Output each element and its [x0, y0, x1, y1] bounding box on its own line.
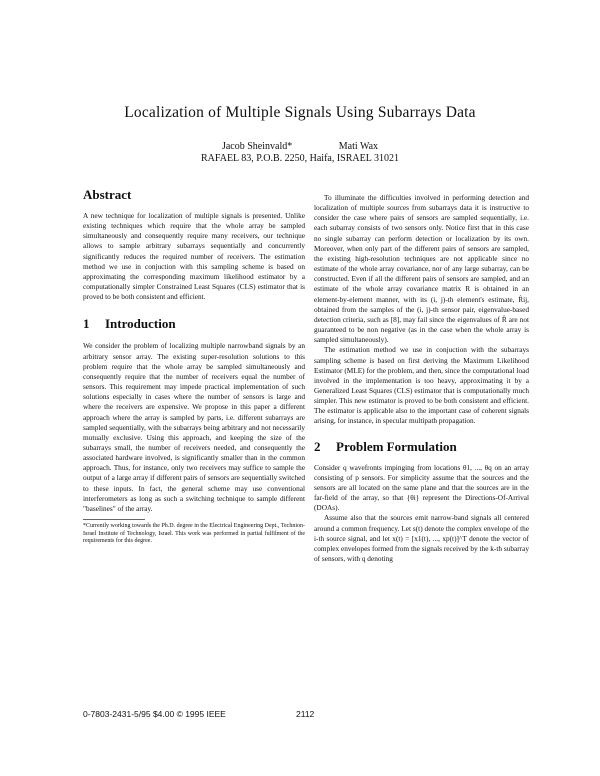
introduction-heading: [83, 316, 305, 332]
right-column: [314, 193, 529, 564]
section-title: Problem Formulation: [336, 438, 457, 454]
author-name: Jacob Sheinvald*: [221, 141, 293, 152]
section-title: Introduction: [105, 316, 176, 332]
section-number: 1: [83, 316, 90, 332]
right-paragraph: To illuminate the difficulties involved in performing detection and localization of multiple sources from subarrays data it is instructive to consider the case where pairs of sensors are sampled sequentially, i.e. each subarray consists of two sensors only. Notice first that in this case no single subarray can perform detection or localization by its own. Moreover, when only part of the different pairs of sensors are sampled, the existing high-resolution techniques are not applicable since no estimate of the whole array covariance, nor of any large subarray, can be constructed. Even if all the different pairs of sensors are sampled, and an estimate of the whole array covariance matrix R is obtained in an element-by-element manner, with its (i, j)-th element's estimate, R̂ij, obtained from the samples of the (i, j)-th sensor pair, eigenvalue-based detection criteria, such as [8], may fail since the eigenvalues of R̂ are not guaranteed to be non negative (as in the case when the whole array is sampled simultaneously).: [314, 193, 529, 345]
problem-heading: [314, 439, 529, 455]
footnote-text: *Currently working towards the Ph.D. degree in the Electrical Engineering Dept., Technion-Israel Institute of Technology, Israel. This work was performed in partial fulfilment of the requirements for this degree.: [83, 523, 305, 545]
author-name: Mati Wax: [338, 141, 379, 152]
copyright-line: 0-7803-2431-5/95 $4.00 © 1995 IEEE: [83, 709, 226, 719]
abstract-heading: Abstract: [83, 187, 132, 202]
introduction-paragraph: We consider the problem of localizing multiple narrowband signals by an arbitrary sensor array. The existing super-resolution solutions to this problem require that the whole array be sampled simultaneously and consequently require that the number of receivers equal the number of sensors. This requirement may impede practical implementation of such solutions especially in cases where the number of sensors is large and where the receivers are expensive. We propose in this paper a different approach where the array is sampled by parts, i.e. different subarrays are sampled sequentially, with the subarrays being arbitrary and not necessarily mutually exclusive. Using this approach, and keeping the size of the subarrays small, the number of receivers needed, and consequently the associated hardware involved, is significantly smaller than in the common approach. Thus, for instance, only two receivers may suffice to sample the output of a large array if different pairs of sensors are sequentially switched to these inputs. In fact, the general scheme may use conventional interferometers as long as such a switching technique to sample different "baselines" of the array.: [83, 341, 305, 513]
footnote-rule: [83, 519, 145, 520]
abstract-text: A new technique for localization of multiple signals is presented. Unlike existing techniques which require that the whole array be sampled simultaneously and consequently require many receivers, our technique allows to sample arbitrary subarrays sequentially and concurrently significantly reduces the required number of receivers. The estimation method we use in conjuction with this sampling scheme is based on approximating the corresponding maximum likelihood estimator by a computationally simpler Constrained Least Squares (CLS) estimator that is proved to be both consistent and efficient.: [83, 211, 305, 302]
problem-paragraph: Assume also that the sources emit narrow-band signals all centered around a common frequency. Let s(t) denote the complex envelope of the i-th source signal, and let x(t) = [x1(t), ..., xp(t)]^T denote the vector of complex envelopes formed from the signals received by the k-th subarray of sensors, with q denoting: [314, 513, 529, 563]
paper-title: Localization of Multiple Signals Using Subarrays Data: [124, 104, 476, 121]
section-number: 2: [314, 438, 321, 454]
right-paragraph: The estimation method we use in conjuction with the subarrays sampling scheme is based on first deriving the Maximum Likelihood Estimator (MLE) for the problem, and then, since the computational load involved in the implementation is too heavy, approximating it by a Generalized Least Squares (CLS) estimator that is computationally much simpler. This new estimator is proved to be both consistent and efficient. The estimator is applicable also to the important case of coherent signals arising, for instance, in specular multipath propagation.: [314, 345, 529, 426]
affiliation: RAFAEL 83, P.O.B. 2250, Haifa, ISRAEL 31021: [201, 153, 399, 164]
author-block: [0, 141, 600, 165]
page-number: 2112: [296, 709, 315, 719]
problem-paragraph: Consider q wavefronts impinging from locations θ1, ..., θq on an array consisting of p sensors. For simplicity assume that the sources and the sensors are all located on the same plane and that the sources are in the far-field of the array, so that {θi} represent the Directions-Of-Arrival (DOAs).: [314, 462, 529, 513]
left-column: [83, 187, 305, 546]
